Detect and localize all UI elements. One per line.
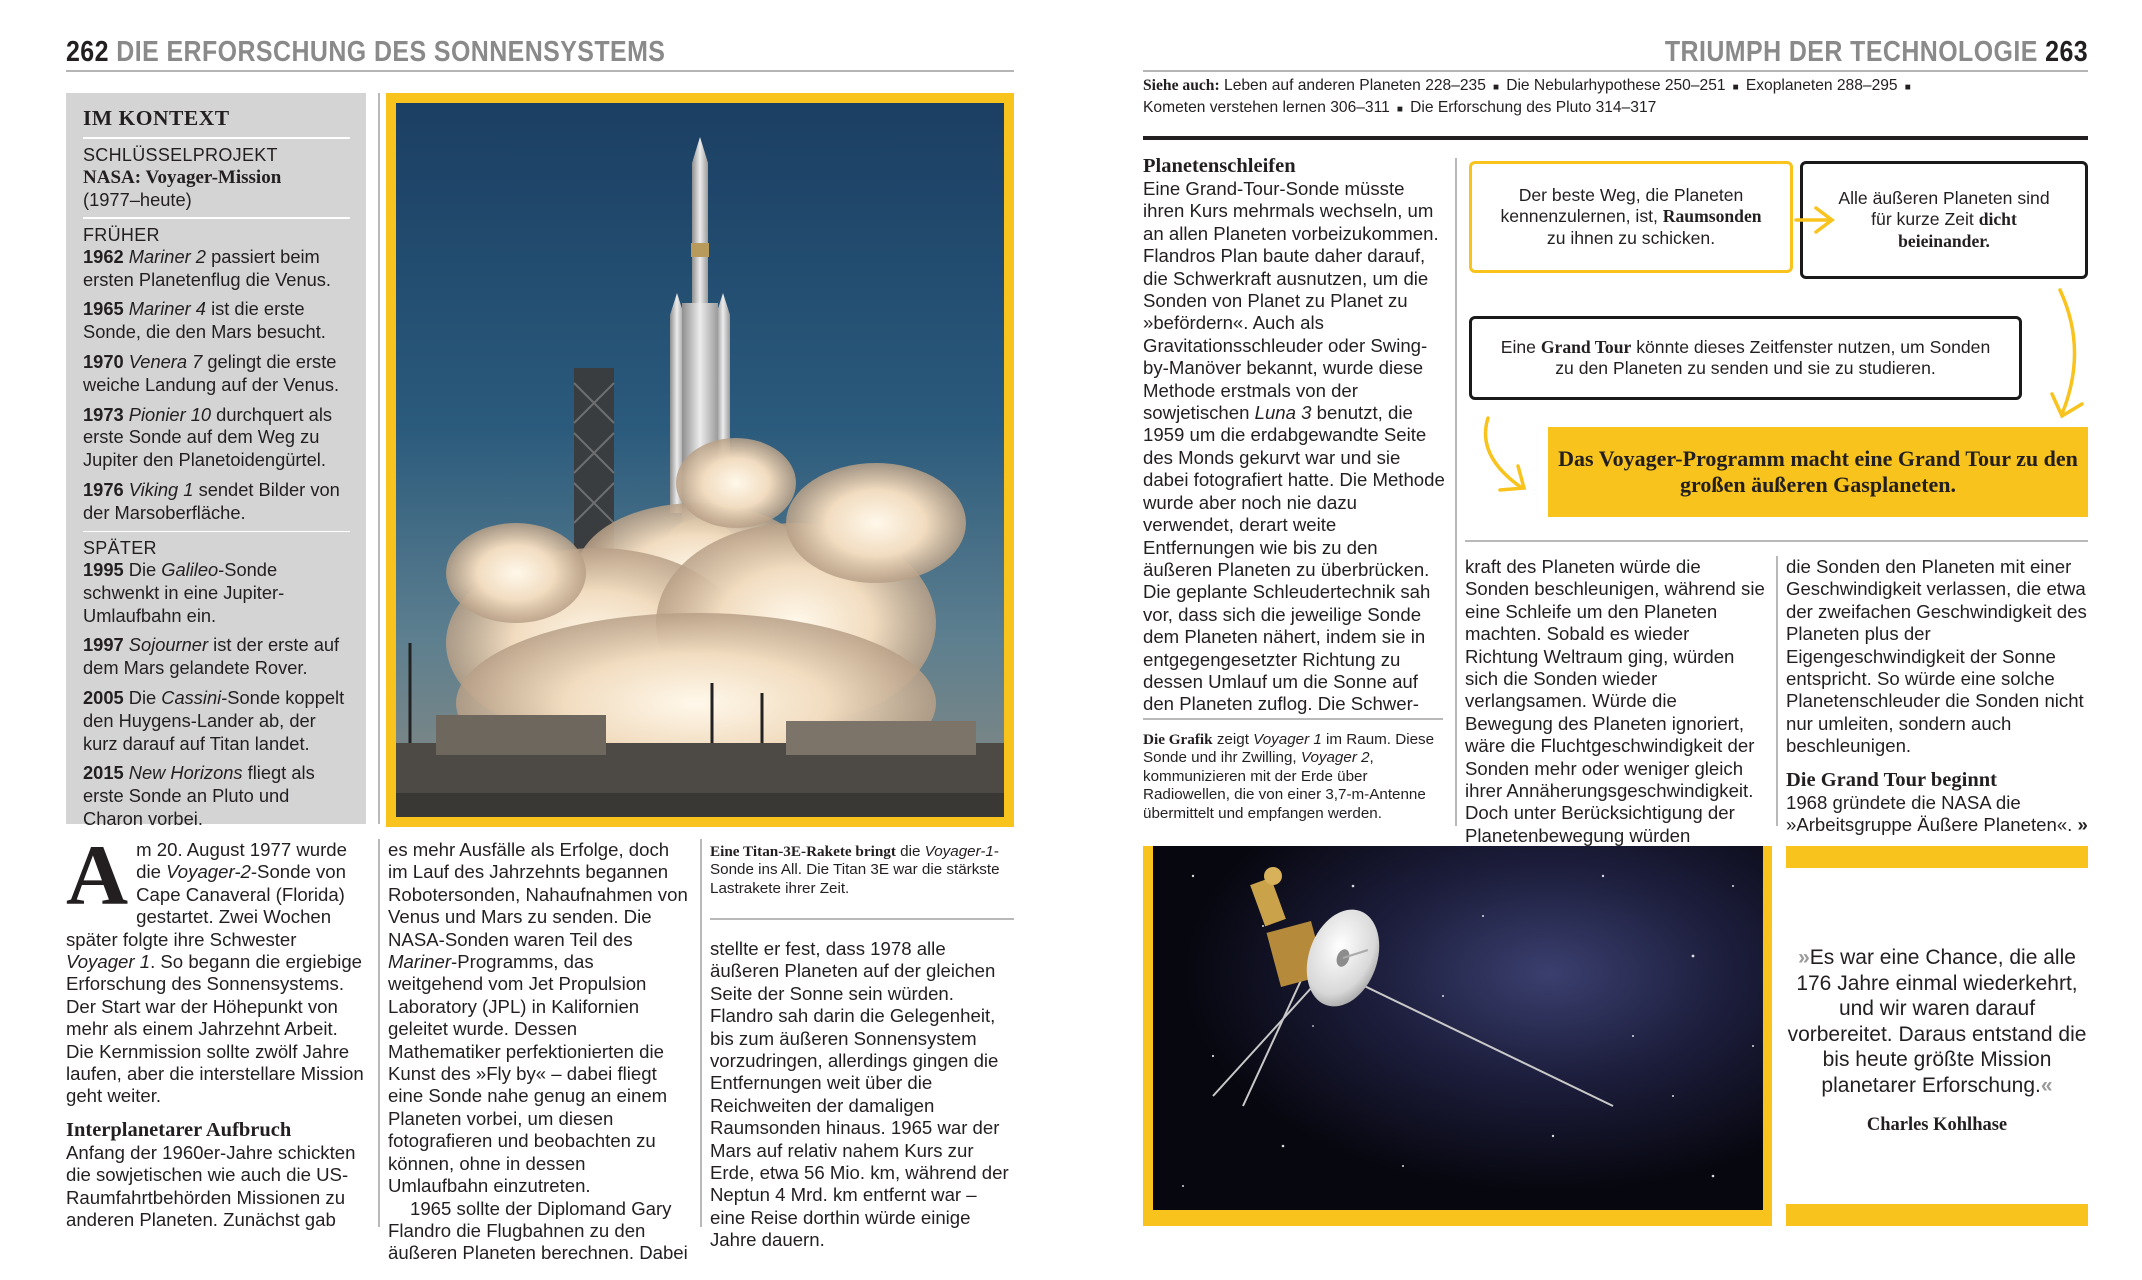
page-number-left: 262 [66,36,109,68]
body-column-3 [710,938,1014,1252]
caption-rule [1143,718,1443,720]
right-running-header [1665,32,2088,72]
quote-bar-bottom [1786,1204,2088,1226]
timeline-item: 1965 Mariner 4 ist die erste Sonde, die den Mars besucht. [83,298,326,343]
paragraph: Anfang der 1960er-Jahre schickten die sowjetischen wie auch die US-Raumfahrtbehörden Missionen zu anderen Planeten. Zunächst gab [66,1141,356,1231]
body-column-5 [1465,556,1767,847]
caption-rule [710,918,1014,920]
pull-quote [1786,945,2088,1099]
key-project-period: (1977–heute) [83,188,192,210]
intro-paragraph: Am 20. August 1977 wurde die Voyager-2-Sonde von Cape Canaveral (Florida) gestartet. Zwei Wochen später folgte ihre Schwester Voyager 1. So begann die ergiebige Erforschung des Sonnensystems. Der Start war der Höhepunkt von mehr als einem Jahrzehnt Arbeit. Die Kernmission sollte zwölf Jahre laufen, aber die interstellare Mission geht weiter. [66,827,364,1107]
drop-cap: A [66,827,129,923]
later-label: SPÄTER [83,538,157,559]
bullet-icon: ■ [1490,82,1502,93]
paragraph: stellte er fest, dass 1978 alle äußeren Planeten auf der gleichen Seite der Sonne sein würden. Flandro sah darin die Gelegenheit, bis zum äußeren Sonnensystem vorzudringen, allerdings gingen die Entfernungen weit über die Reichweiten der damaligen Raumsonden hinaus. 1965 war der Mars auf relativ nahem Kurs zur Erde, etwa 56 Mio. km, während der Neptun 4 Mrd. km entfernt war – eine Reise dorthin würde einige Jahre dauern. [710,938,1009,1251]
column-divider [378,93,380,824]
chapter-title-left: DIE ERFORSCHUNG DES SONNENSYSTEMS [116,36,666,68]
section-rule [1465,540,2088,542]
see-also-link[interactable]: Die Erforschung des Pluto 314–317 [1410,99,1657,116]
see-also-link[interactable]: Exoplaneten 288–295 [1745,77,1898,94]
paragraph: Eine Grand-Tour-Sonde müsste ihren Kurs mehrmals wechseln, um an allen Planeten vorbeizukommen. Flandros Plan baute daher darauf, die Schwerkraft ausnutzen, um die Sonden von Planet zu Planet zu »befördern«. Auch als Gravitationsschleuder oder Swing-by-Manöver bekannt, wurde diese Methode erstmals von der sowjetischen Luna 3 benutzt, die 1959 um die erdabgewandte Seite des Monds gekurvt war und sie dabei fotografiert hatte. Die Methode wurde aber noch nie dazu verwendet, derart weite Entfernungen wie bis zu den äußeren Planeten zu überbrücken. Die geplante Schleudertechnik sah vor, dass sich die jeweilige Sonde dem Planeten nähert, indem sie in entgegengesetzter Richtung zu dessen Umlauf um die Sonne auf den Planeten zuflog. Die Schwer- [1143,178,1445,715]
left-running-header [66,32,665,72]
timeline-item: 1970 Venera 7 gelingt die erste weiche Landung auf der Venus. [83,350,340,395]
timeline-item: 1962 Mariner 2 passiert beim ersten Planetenflug die Venus. [83,245,331,290]
timeline-item: 1976 Viking 1 sendet Bilder von der Marsoberfläche. [83,478,340,523]
rocket-launch-photo [396,103,1004,817]
body-column-4 [1143,154,1445,716]
rocket-photo-frame [386,93,1014,827]
continue-arrow-icon: » [2077,814,2088,836]
rocket-caption: Eine Titan-3E-Rakete bringt die Voyager-1-Sonde ins All. Die Titan 3E war die stärkste Lastrakete ihrer Zeit. [710,843,1000,897]
key-project-label: SCHLÜSSELPROJEKT [83,144,278,165]
context-divider [83,217,350,219]
column-divider [700,839,702,1227]
timeline-item: 1995 Die Galileo-Sonde schwenkt in eine Jupiter-Umlaufbahn ein. [83,559,285,626]
bullet-icon: ■ [1729,82,1742,93]
bullet-icon: ■ [1901,82,1914,93]
body-column-1 [66,827,366,1232]
context-divider [83,137,350,139]
quote-bar-top [1786,846,2088,868]
subheading: Die Grand Tour beginnt [1786,768,1997,791]
subheading: Planetenschleifen [1143,155,1296,177]
page-number-right: 263 [2045,36,2088,68]
quote-close-mark: « [2040,1073,2053,1097]
timeline-item: 1973 Pionier 10 durchquert als erste Sonde auf dem Weg zu Jupiter den Planetoidengürtel. [83,403,333,471]
see-also [1143,76,2088,120]
section-rule [1143,136,2088,140]
column-divider [378,839,380,1227]
paragraph: es mehr Ausfälle als Erfolge, doch im Lauf des Jahrzehnts begannen Robotersonden, Nahaufnahmen von Venus und Mars zu senden. Die NASA-Sonden waren Teil des Mariner-Programms, das weitgehend vom Jet Propulsion Laboratory (JPL) in Kalifornien geleitet wurde. Dessen Mathematiker perfektionierten die Kunst des »Fly by« – dabei fliegt eine Sonde nahe genug an einem Planeten vorbei, um diesen fotografieren und beobachten zu können, ohne in dessen Umlaufbahn einzutreten. [388,839,688,1197]
voyager-image-frame [1143,846,1772,1226]
chapter-title-right: TRIUMPH DER TECHNOLOGIE [1664,36,2038,68]
flowchart-box-window: Alle äußeren Planeten sind für kurze Zeit dicht beieinander. [1800,161,2088,279]
header-rule-right [1143,70,2088,72]
paragraph: die Sonden den Planeten mit einer Geschwindigkeit verlassen, die etwa der zweifachen Geschwindigkeit des Planeten plus der Eigengeschwindigkeit der Sonne entspricht. So würde eine solche Planetenschleuder die Sonden nicht nur umleiten, sondern auch beschleunigen. [1786,556,2087,757]
subheading: Interplanetarer Aufbruch [66,1118,292,1141]
timeline-item: 2015 New Horizons fliegt als erste Sonde an Pluto und Charon vorbei. [83,762,315,830]
voyager-probe-illustration [1153,846,1763,1210]
paragraph: 1965 sollte der Diplomand Gary Flandro die Flugbahnen zu den äußeren Planeten berechnen. Dabei [388,1197,688,1264]
body-column-2 [388,839,690,1265]
context-box [66,93,366,830]
paragraph: 1968 gründete die NASA die »Arbeitsgruppe Äußere Planeten«. » [1786,791,2088,836]
voyager-caption: Die Grafik zeigt Voyager 1 im Raum. Diese Sonde und ihr Zwilling, Voyager 2, kommunizieren mit der Erde über Radiowellen, die von einer 3,7-m-Antenne übermittelt und empfangen werden. [1143,731,1435,822]
context-heading: IM KONTEXT [83,106,230,130]
earlier-label: FRÜHER [83,224,160,245]
flowchart-box-grand-tour: Eine Grand Tour könnte dieses Zeitfenster nutzen, um Sonden zu den Planeten zu senden und sie zu studieren. [1469,316,2022,400]
quote-open-mark: » [1798,946,1810,969]
timeline-item: 2005 Die Cassini-Sonde koppelt den Huygens-Lander ab, der kurz darauf auf Titan landet. [83,687,345,754]
paragraph: kraft des Planeten würde die Sonden beschleunigen, während sie eine Schleife um den Planeten machten. Sobald es wieder Richtung Weltraum ging, würden sich die Sonden wieder verlangsamen. Würde die Bewegung des Planeten ignoriert, wäre die Fluchtgeschwindigkeit der Sonden mehr oder weniger gleich ihrer Annäherungsgeschwindigkeit. Doch unter Berücksichtigung der Planetenbewegung würden [1465,556,1765,846]
flowchart-box-start: Der beste Weg, die Planeten kennenzulernen, ist, Raumsonden zu ihnen zu schicken. [1469,161,1793,273]
header-rule-left [66,70,1014,72]
see-also-link[interactable]: Leben auf anderen Planeten 228–235 [1224,77,1486,94]
key-project-name: NASA: Voyager-Mission [83,166,282,188]
flowchart-arrows [1440,150,2140,550]
see-also-link[interactable]: Kometen verstehen lernen 306–311 [1143,99,1390,116]
flowchart-box-result: Das Voyager-Programm macht eine Grand Tour zu den großen äußeren Gasplaneten. [1548,427,2088,517]
arrow-down-icon [1486,418,1522,488]
timeline-item: 1997 Sojourner ist der erste auf dem Mars gelandete Rover. [83,634,340,679]
bullet-icon: ■ [1394,104,1406,115]
context-divider [83,531,350,533]
quote-author: Charles Kohlhase [1866,1115,2008,1135]
arrow-down-icon [2060,290,2075,414]
see-also-label: Siehe auch: [1143,77,1220,94]
see-also-link[interactable]: Die Nebularhypothese 250–251 [1506,77,1726,94]
quote-text: Es war eine Chance, die alle 176 Jahre einmal wiederkehrt, und wir waren darauf vorbereitet. Daraus entstand die bis heute größte Mission planetarer Erforschung. [1787,946,2087,1097]
column-divider [1776,556,1778,826]
body-column-6 [1786,556,2088,836]
